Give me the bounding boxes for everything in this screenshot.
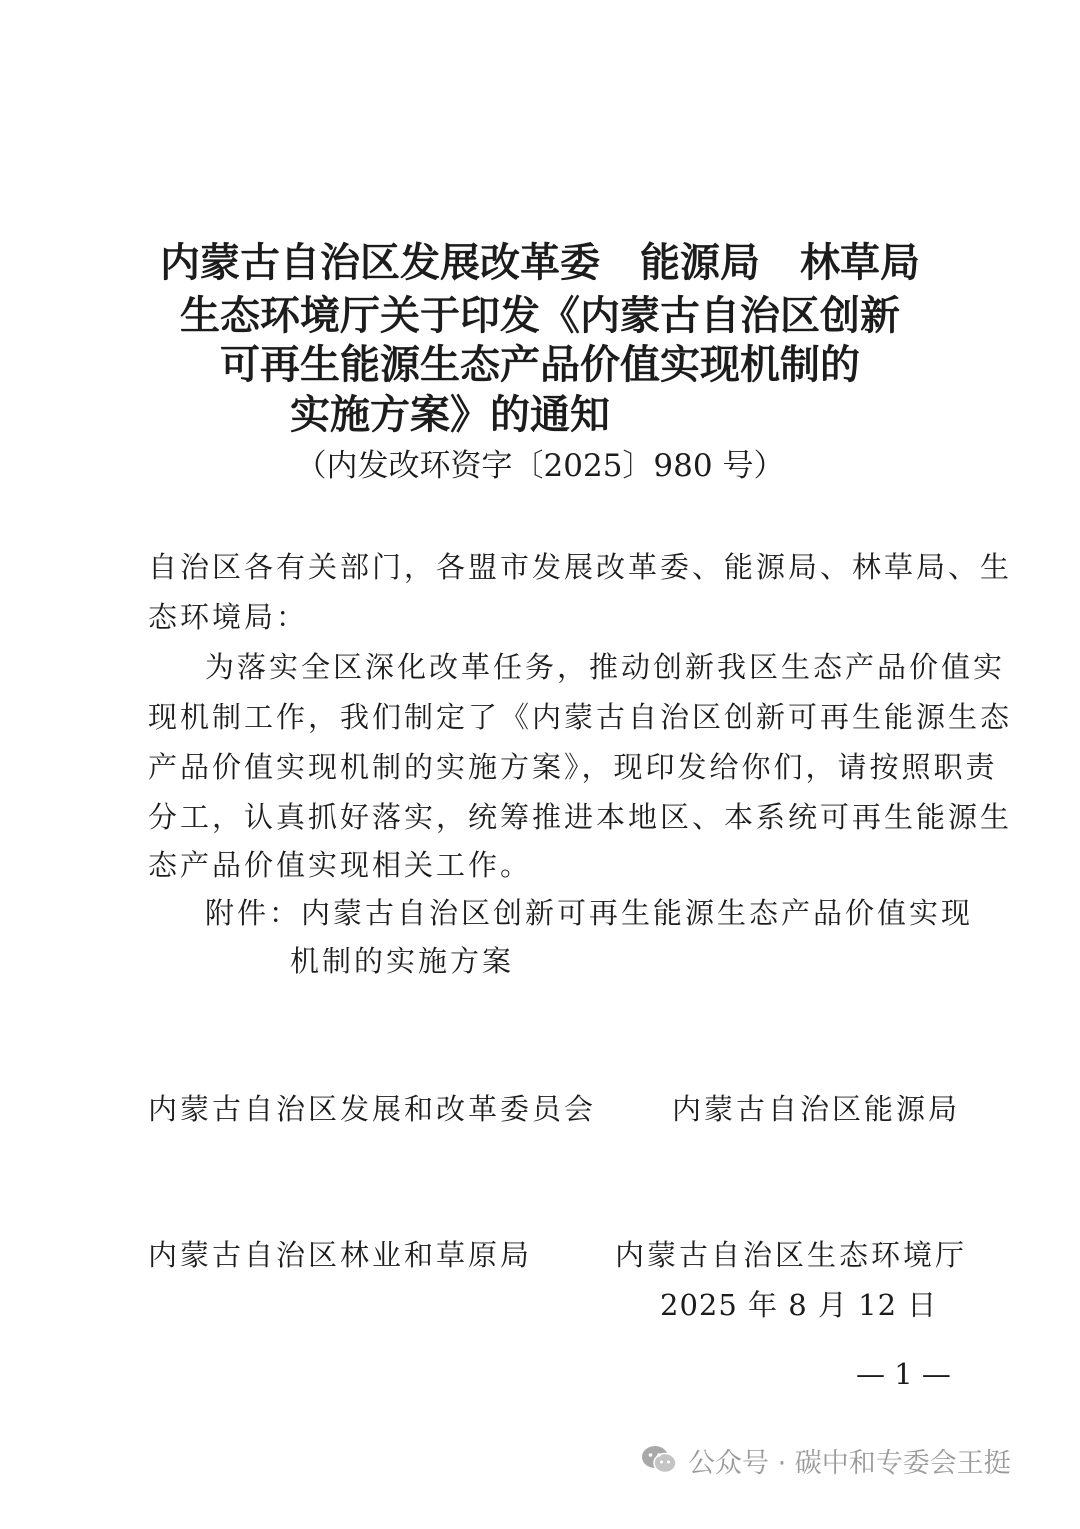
- attachment-line-2: 机制的实施方案: [290, 944, 515, 978]
- signature-forestry-bureau: 内蒙古自治区林业和草原局: [148, 1238, 533, 1272]
- issue-date: 2025 年 8 月 12 日: [660, 1288, 938, 1322]
- title-line-2: 生态环境厅关于印发《内蒙古自治区创新: [180, 292, 900, 339]
- title-line-1: 内蒙古自治区发展改革委 能源局 林草局: [160, 239, 920, 286]
- addressee-line-1: 自治区各有关部门，各盟市发展改革委、能源局、林草局、生: [148, 550, 1013, 584]
- title-line-3: 可再生能源生态产品价值实现机制的: [220, 341, 860, 388]
- paragraph-line-3: 产品价值实现机制的实施方案》，现印发给你们，请按照职责: [148, 750, 998, 784]
- title-line-4: 实施方案》的通知: [290, 391, 610, 438]
- watermark: [640, 1440, 1011, 1480]
- wechat-icon: [640, 1444, 678, 1476]
- document-number: （内发改环资字〔2025〕980 号）: [295, 448, 785, 484]
- signature-energy-bureau: 内蒙古自治区能源局: [672, 1092, 961, 1126]
- signature-ndrc: 内蒙古自治区发展和改革委员会: [148, 1092, 597, 1126]
- watermark-text: 公众号 · 碳中和专委会王挺: [688, 1447, 1011, 1479]
- addressee-line-2: 态环境局：: [148, 600, 309, 634]
- page-number: — 1 —: [856, 1357, 951, 1391]
- paragraph-line-4: 分工，认真抓好落实，统筹推进本地区、本系统可再生能源生: [148, 800, 1013, 834]
- signature-environment-dept: 内蒙古自治区生态环境厅: [615, 1238, 968, 1272]
- paragraph-line-1: 为落实全区深化改革任务，推动创新我区生态产品价值实: [205, 650, 1006, 684]
- attachment-line-1: 附件：内蒙古自治区创新可再生能源生态产品价值实现: [205, 896, 974, 930]
- paragraph-line-5: 态产品价值实现相关工作。: [148, 848, 533, 882]
- paragraph-line-2: 现机制工作，我们制定了《内蒙古自治区创新可再生能源生态: [148, 700, 1013, 734]
